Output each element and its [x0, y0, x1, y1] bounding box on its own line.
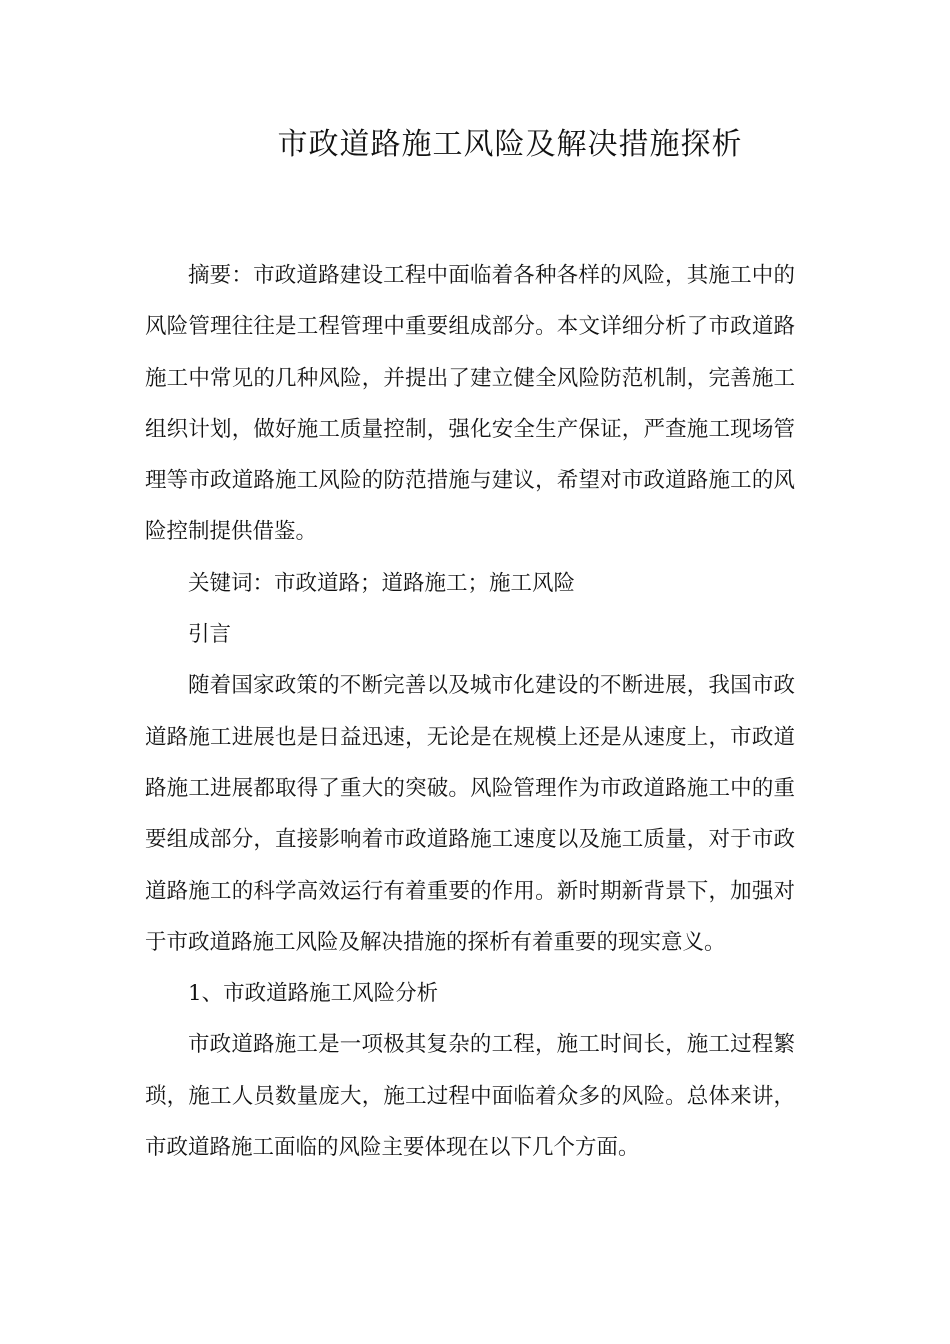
intro-paragraph: 随着国家政策的不断完善以及城市化建设的不断进展，我国市政道路施工进展也是日益迅速，无论是在规模上还是从速度上，市政道路施工进展都取得了重大的突破。风险管理作为市政道路施工中的重要组成部分，直接影响着市政道路施工速度以及施工质量，对于市政道路施工的科学高效运行有着重要的作用。新时期新背景下，加强对于市政道路施工风险及解决措施的探析有着重要的现实意义。	[145, 673, 795, 955]
keywords-list: 市政道路；道路施工；施工风险	[274, 570, 576, 596]
keywords-label: 关键词：	[188, 570, 275, 596]
section1-paragraph: 市政道路施工是一项极其复杂的工程，施工时间长，施工过程繁琐，施工人员数量庞大，施工过程中面临着众多的风险。总体来讲，市政道路施工面临的风险主要体现在以下几个方面。	[145, 1032, 795, 1161]
intro-heading: 引言	[188, 622, 232, 648]
document-body	[145, 250, 795, 1173]
document-title: 市政道路施工风险及解决措施探析	[277, 127, 743, 162]
abstract-text: 市政道路建设工程中面临着各种各样的风险，其施工中的风险管理往往是工程管理中重要组成部分。本文详细分析了市政道路施工中常见的几种风险，并提出了建立健全风险防范机制，完善施工组织计划，做好施工质量控制，强化安全生产保证，严查施工现场管理等市政道路施工风险的防范措施与建议，希望对市政道路施工的风险控制提供借鉴。	[145, 263, 795, 545]
abstract-label: 摘要：	[188, 263, 254, 288]
section1-heading: 1、市政道路施工风险分析	[188, 981, 439, 1007]
keywords-line	[145, 558, 795, 609]
abstract-paragraph	[145, 250, 795, 558]
